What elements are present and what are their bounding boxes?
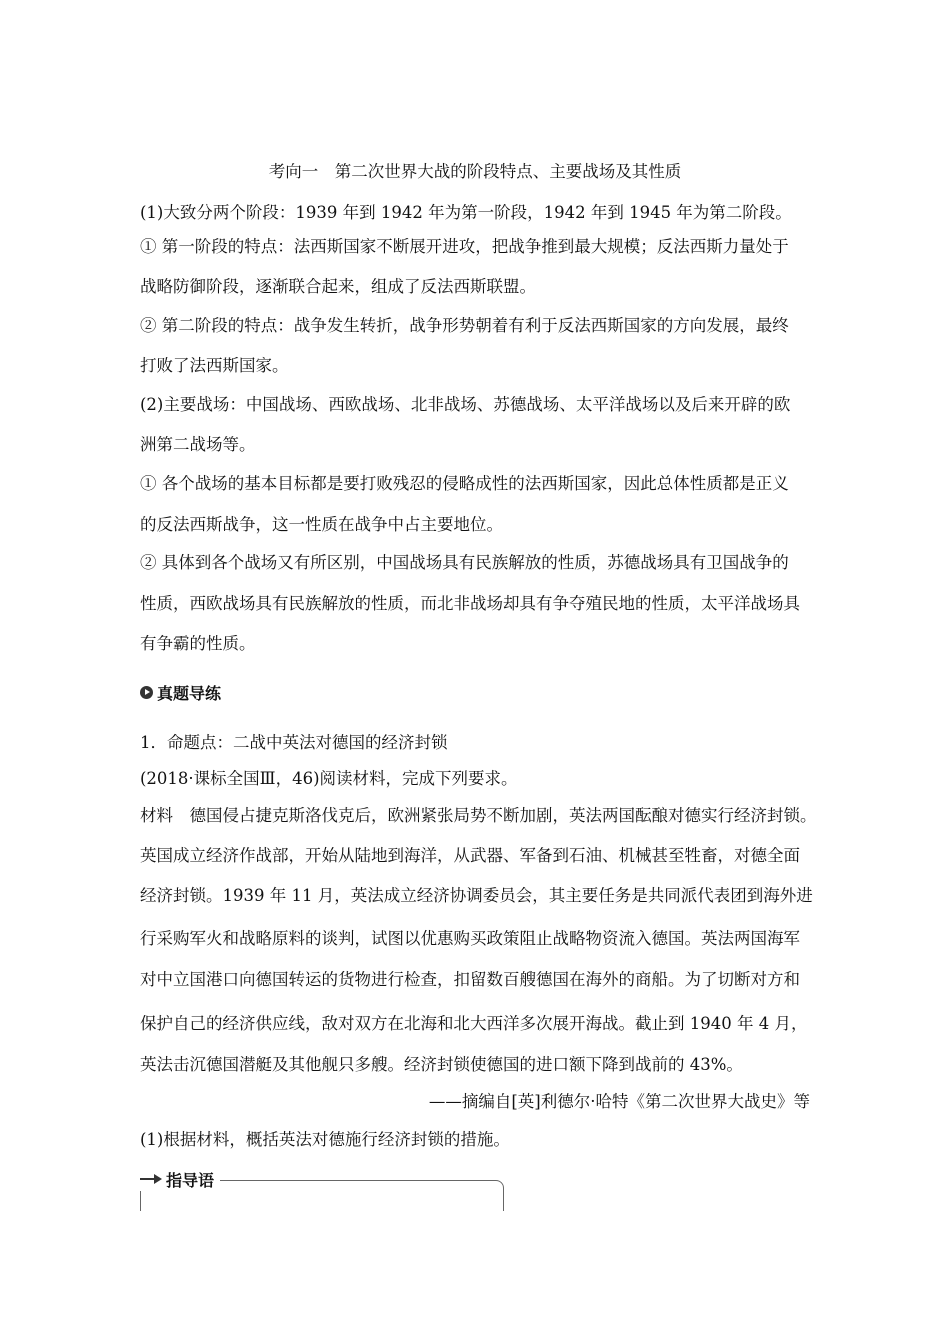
content-line: (1)大致分两个阶段：1939 年到 1942 年为第一阶段，1942 年到 1945 年为第二阶段。 — [140, 203, 792, 222]
question-source: (2018·课标全国Ⅲ，46)阅读材料，完成下列要求。 — [140, 769, 518, 788]
content-line: ② 具体到各个战场又有所区别，中国战场具有民族解放的性质，苏德战场具有卫国战争的 — [140, 553, 789, 572]
practice-heading — [140, 680, 221, 704]
material-attribution: ——摘编自[英]利德尔·哈特《第二次世界大战史》等 — [428, 1092, 810, 1111]
content-line: 的反法西斯战争，这一性质在战争中占主要地位。 — [140, 515, 503, 534]
practice-heading-label: 真题导练 — [157, 683, 222, 703]
content-line: ② 第二阶段的特点：战争发生转折，战争形势朝着有利于反法西斯国家的方向发展，最终 — [140, 316, 789, 335]
material-line: 英国成立经济作战部，开始从陆地到海洋，从武器、军备到石油、机械甚至牲畜，对德全面 — [140, 846, 800, 865]
play-circle-icon — [140, 686, 153, 699]
material-line: 经济封锁。1939 年 11 月，英法成立经济协调委员会，其主要任务是共同派代表团到海外进 — [140, 886, 813, 905]
material-line: 行采购军火和战略原料的谈判，试图以优惠购买政策阻止战略物资流入德国。英法两国海军 — [140, 929, 800, 948]
content-line: ① 各个战场的基本目标都是要打败残忍的侵略成性的法西斯国家，因此总体性质都是正义 — [140, 474, 789, 493]
content-line: ① 第一阶段的特点：法西斯国家不断展开进攻，把战争推到最大规模；反法西斯力量处于 — [140, 237, 789, 256]
content-line: 性质，西欧战场具有民族解放的性质，而北非战场却具有争夺殖民地的性质，太平洋战场具 — [140, 594, 800, 613]
material-line: 材料 德国侵占捷克斯洛伐克后，欧洲紧张局势不断加剧，英法两国酝酿对德实行经济封锁。 — [140, 806, 817, 825]
content-line: 战略防御阶段，逐渐联合起来，组成了反法西斯联盟。 — [140, 277, 536, 296]
content-line: (2)主要战场：中国战场、西欧战场、北非战场、苏德战场、太平洋战场以及后来开辟的欧 — [140, 395, 791, 414]
content-line: 有争霸的性质。 — [140, 634, 256, 653]
guide-label-text: 指导语 — [166, 1170, 215, 1190]
content-line: 打败了法西斯国家。 — [140, 356, 289, 375]
material-line: 对中立国港口向德国转运的货物进行检查，扣留数百艘德国在海外的商船。为了切断对方和 — [140, 970, 800, 989]
content-line: 洲第二战场等。 — [140, 435, 256, 454]
guide-label — [140, 1167, 220, 1191]
material-line: 保护自己的经济供应线，敌对双方在北海和北大西洋多次展开海战。截止到 1940 年 4 月， — [140, 1014, 808, 1033]
question-title: 1．命题点：二战中英法对德国的经济封锁 — [140, 733, 448, 752]
material-line: 英法击沉德国潜艇及其他舰只多艘。经济封锁使德国的进口额下降到战前的 43%。 — [140, 1055, 743, 1074]
arrow-right-icon — [140, 1174, 162, 1184]
sub-question: (1)根据材料，概括英法对德施行经济封锁的措施。 — [140, 1130, 510, 1149]
section-title: 考向一 第二次世界大战的阶段特点、主要战场及其性质 — [268, 162, 682, 181]
